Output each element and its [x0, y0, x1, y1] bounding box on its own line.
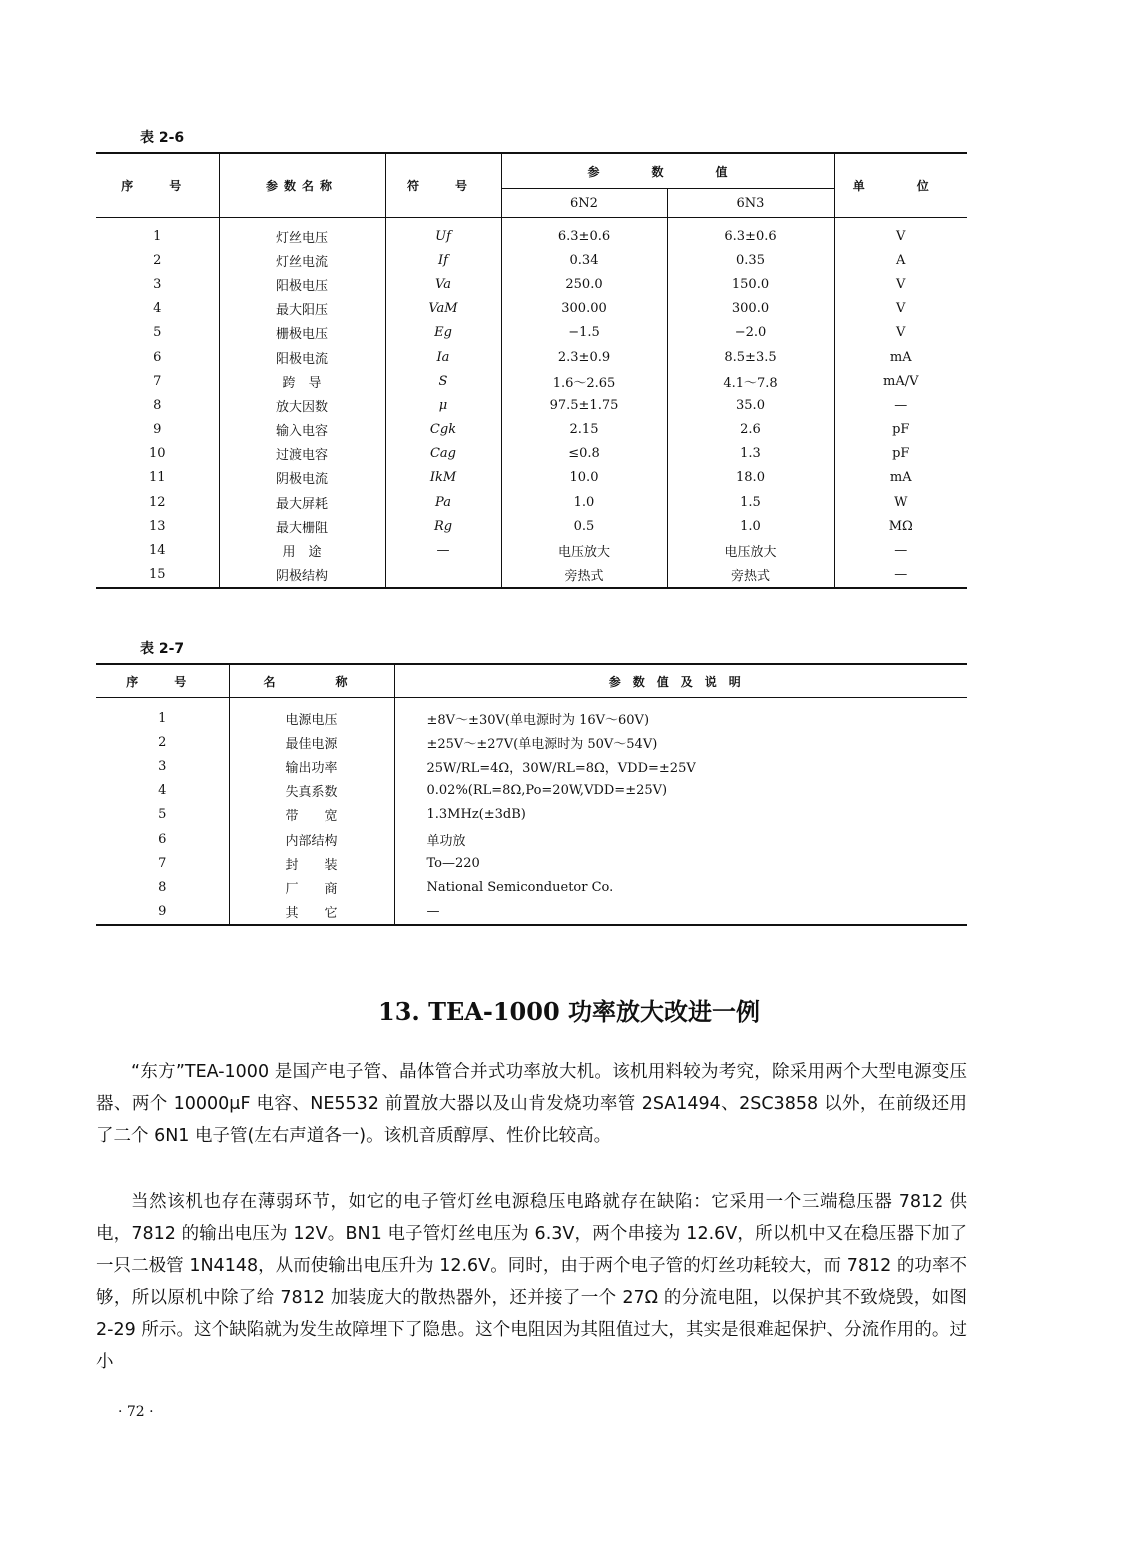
- table-cell: 阳极电压: [219, 272, 385, 296]
- table-cell: 0.5: [501, 514, 667, 538]
- table-cell: 失真系数: [229, 779, 394, 803]
- table-cell: 10.0: [501, 466, 667, 490]
- table-cell: mA: [889, 470, 912, 486]
- table-cell: 8: [96, 875, 229, 899]
- table-row: [96, 563, 967, 588]
- table-cell: 旁热式: [667, 563, 834, 588]
- table-cell: pF: [892, 422, 910, 438]
- paragraph-2: 当然该机也存在薄弱环节，如它的电子管灯丝电源稳压电路就存在缺陷：它采用一个三端稳压器 7812 供电，7812 的输出电压为 12V。BN1 电子管灯丝电压为 6.3V，两个串接为 12.6V，所以机中又在稳压器下加了一只二极管 1N4148，从而使输出电压升为 12.6V。同时，由于两个电子管的灯丝功耗较大，而 7812 的功率不够，所以原机中除了给 7812 加装庞大的散热器外，还并接了一个 27Ω 的分流电阻，以保护其不致烧毁，如图 2-29 所示。这个缺陷就为发生故障埋下了隐患。这个电阻因为其阻值过大，其实是很难起保护、分流作用的。过小: [96, 1192, 967, 1372]
- table-cell: Cgk: [385, 418, 501, 442]
- table-cell: 3: [96, 272, 219, 296]
- table-cell: —: [894, 543, 908, 559]
- table-row: [96, 272, 967, 296]
- table-2-6-body: [96, 218, 967, 588]
- table-cell: 1.6～2.65: [501, 369, 667, 393]
- table-cell: Ia: [385, 345, 501, 369]
- table-cell: 6: [96, 345, 219, 369]
- table-2-6-caption: 表 2-6: [140, 130, 185, 146]
- table-row: [96, 442, 967, 466]
- table-cell: 0.34: [501, 248, 667, 272]
- header-unit: 单 位: [852, 179, 949, 193]
- table-row: [96, 218, 967, 249]
- header-param-value: 参 数 值: [501, 153, 834, 189]
- table-cell: 输出功率: [229, 754, 394, 778]
- table-cell: 0.02%(RL=8Ω,Po=20W,VDD=±25V): [426, 783, 668, 799]
- table-cell: 用 途: [219, 538, 385, 562]
- table-cell: 阳极电流: [219, 345, 385, 369]
- table-cell: V: [896, 301, 906, 317]
- table-cell: V: [896, 276, 906, 292]
- table-2-7-caption: 表 2-7: [140, 641, 185, 657]
- table-cell: 阴极电流: [219, 466, 385, 490]
- table-cell: MΩ: [888, 518, 913, 534]
- table-cell: IkM: [385, 466, 501, 490]
- table-cell: —: [894, 567, 908, 583]
- table-2-6-header: [96, 153, 967, 218]
- table-cell: −2.0: [667, 321, 834, 345]
- table-cell: 7: [96, 369, 219, 393]
- table-cell: 25W/RL=4Ω，30W/RL=8Ω，VDD=±25V: [426, 760, 696, 776]
- table-row: [96, 875, 967, 899]
- table-cell: V: [896, 325, 906, 341]
- table-row: [96, 698, 967, 731]
- table-cell: 3: [96, 754, 229, 778]
- table-cell: −1.5: [501, 321, 667, 345]
- header-name: 名 称: [229, 664, 394, 698]
- table-cell: 1: [96, 218, 219, 249]
- page-number: · 72 ·: [118, 1404, 154, 1420]
- table-cell: 300.0: [667, 297, 834, 321]
- header-6n3: 6N3: [667, 189, 834, 218]
- table-cell: ±8V～±30V(单电源时为 16V～60V): [426, 712, 650, 728]
- table-2-7-body: [96, 698, 967, 925]
- table-cell: 过渡电容: [219, 442, 385, 466]
- table-cell: 最大屏耗: [219, 490, 385, 514]
- table-cell: S: [385, 369, 501, 393]
- table-cell: 电压放大: [501, 538, 667, 562]
- table-cell: National Semiconduetor Co.: [426, 879, 614, 895]
- header-seq: 序 号: [96, 153, 219, 218]
- table-cell: 18.0: [667, 466, 834, 490]
- table-row: [96, 466, 967, 490]
- table-2-7: [96, 663, 967, 926]
- table-cell: 1: [96, 698, 229, 731]
- table-cell: 250.0: [501, 272, 667, 296]
- table-cell: 6: [96, 827, 229, 851]
- table-cell: 带 宽: [229, 803, 394, 827]
- table-cell: 14: [96, 538, 219, 562]
- table-cell: V: [896, 228, 906, 244]
- table-cell: 8: [96, 393, 219, 417]
- table-row: [96, 538, 967, 562]
- table-2-6: [96, 152, 967, 589]
- table-row: [96, 321, 967, 345]
- header-desc: 参数值及说明: [608, 674, 753, 689]
- table-cell: 5: [96, 321, 219, 345]
- section-title: 13. TEA-1000 功率放大改进一例: [378, 997, 760, 1026]
- table-cell: 1.0: [667, 514, 834, 538]
- table-cell: 15: [96, 563, 219, 588]
- header-seq: 序 号: [96, 664, 229, 698]
- table-row: [96, 345, 967, 369]
- table-cell: —: [385, 538, 501, 562]
- table-cell: VaM: [385, 297, 501, 321]
- table-cell: 灯丝电压: [219, 218, 385, 249]
- table-cell: [385, 563, 501, 588]
- table-cell: 11: [96, 466, 219, 490]
- table-cell: Rg: [385, 514, 501, 538]
- table-row: [96, 803, 967, 827]
- table-2-7-header: [96, 664, 967, 698]
- table-cell: 9: [96, 418, 219, 442]
- table-cell: 2.15: [501, 418, 667, 442]
- table-cell: 2: [96, 730, 229, 754]
- table-cell: —: [894, 397, 908, 413]
- table-cell: mA/V: [883, 373, 919, 389]
- table-cell: —: [426, 904, 440, 920]
- table-cell: 内部结构: [229, 827, 394, 851]
- table-cell: Uf: [385, 218, 501, 249]
- table-cell: 阴极结构: [219, 563, 385, 588]
- table-cell: 跨 导: [219, 369, 385, 393]
- header-6n2: 6N2: [501, 189, 667, 218]
- table-row: [96, 851, 967, 875]
- table-cell: ±25V～±27V(单电源时为 50V～54V): [426, 736, 658, 752]
- table-cell: 电压放大: [667, 538, 834, 562]
- table-cell: 厂 商: [229, 875, 394, 899]
- table-cell: Va: [385, 272, 501, 296]
- table-cell: 6.3±0.6: [501, 218, 667, 249]
- table-cell: 1.3MHz(±3dB): [426, 807, 526, 823]
- table-cell: 7: [96, 851, 229, 875]
- table-cell: ≤0.8: [501, 442, 667, 466]
- table-row: [96, 827, 967, 851]
- table-cell: 13: [96, 514, 219, 538]
- table-cell: μ: [385, 393, 501, 417]
- table-row: [96, 754, 967, 778]
- table-row: [96, 514, 967, 538]
- table-cell: 12: [96, 490, 219, 514]
- table-cell: 5: [96, 803, 229, 827]
- table-cell: To—220: [426, 855, 480, 871]
- header-param-name: 参数名称: [219, 153, 385, 218]
- table-row: [96, 779, 967, 803]
- table-cell: 35.0: [667, 393, 834, 417]
- table-cell: 最大阳压: [219, 297, 385, 321]
- table-cell: 灯丝电流: [219, 248, 385, 272]
- table-cell: 9: [96, 900, 229, 925]
- table-cell: Cag: [385, 442, 501, 466]
- table-row: [96, 248, 967, 272]
- table-cell: 4: [96, 779, 229, 803]
- table-cell: 0.35: [667, 248, 834, 272]
- header-symbol: 符 号: [385, 153, 501, 218]
- table-row: [96, 369, 967, 393]
- table-cell: If: [385, 248, 501, 272]
- table-cell: mA: [889, 349, 912, 365]
- table-cell: 1.3: [667, 442, 834, 466]
- table-cell: 栅极电压: [219, 321, 385, 345]
- table-row: [96, 900, 967, 925]
- table-cell: 1.5: [667, 490, 834, 514]
- table-cell: 4.1～7.8: [667, 369, 834, 393]
- table-cell: A: [896, 252, 906, 268]
- table-cell: W: [894, 494, 908, 510]
- table-cell: pF: [892, 446, 910, 462]
- table-cell: 97.5±1.75: [501, 393, 667, 417]
- table-cell: 封 装: [229, 851, 394, 875]
- table-cell: 6.3±0.6: [667, 218, 834, 249]
- table-cell: 输入电容: [219, 418, 385, 442]
- table-cell: 单功放: [426, 833, 466, 849]
- table-cell: 其 它: [229, 900, 394, 925]
- table-row: [96, 297, 967, 321]
- table-cell: 放大因数: [219, 393, 385, 417]
- table-cell: 最大栅阻: [219, 514, 385, 538]
- table-row: [96, 490, 967, 514]
- paragraph-1: “东方”TEA-1000 是国产电子管、晶体管合并式功率放大机。该机用料较为考究，除采用两个大型电源变压器、两个 10000μF 电容、NE5532 前置放大器以及山肯发烧功率管 2SA1494、2SC3858 以外，在前级还用了二个 6N1 电子管(左右声道各一)。该机音质醇厚、性价比较高。: [96, 1062, 967, 1146]
- table-row: [96, 393, 967, 417]
- table-row: [96, 730, 967, 754]
- table-cell: 电源电压: [229, 698, 394, 731]
- table-cell: 1.0: [501, 490, 667, 514]
- table-cell: 4: [96, 297, 219, 321]
- table-cell: 8.5±3.5: [667, 345, 834, 369]
- table-cell: Eg: [385, 321, 501, 345]
- table-cell: 10: [96, 442, 219, 466]
- table-cell: 2: [96, 248, 219, 272]
- table-cell: 最佳电源: [229, 730, 394, 754]
- table-row: [96, 418, 967, 442]
- table-cell: Pa: [385, 490, 501, 514]
- table-cell: 150.0: [667, 272, 834, 296]
- table-cell: 旁热式: [501, 563, 667, 588]
- table-cell: 2.3±0.9: [501, 345, 667, 369]
- table-cell: 2.6: [667, 418, 834, 442]
- table-cell: 300.00: [501, 297, 667, 321]
